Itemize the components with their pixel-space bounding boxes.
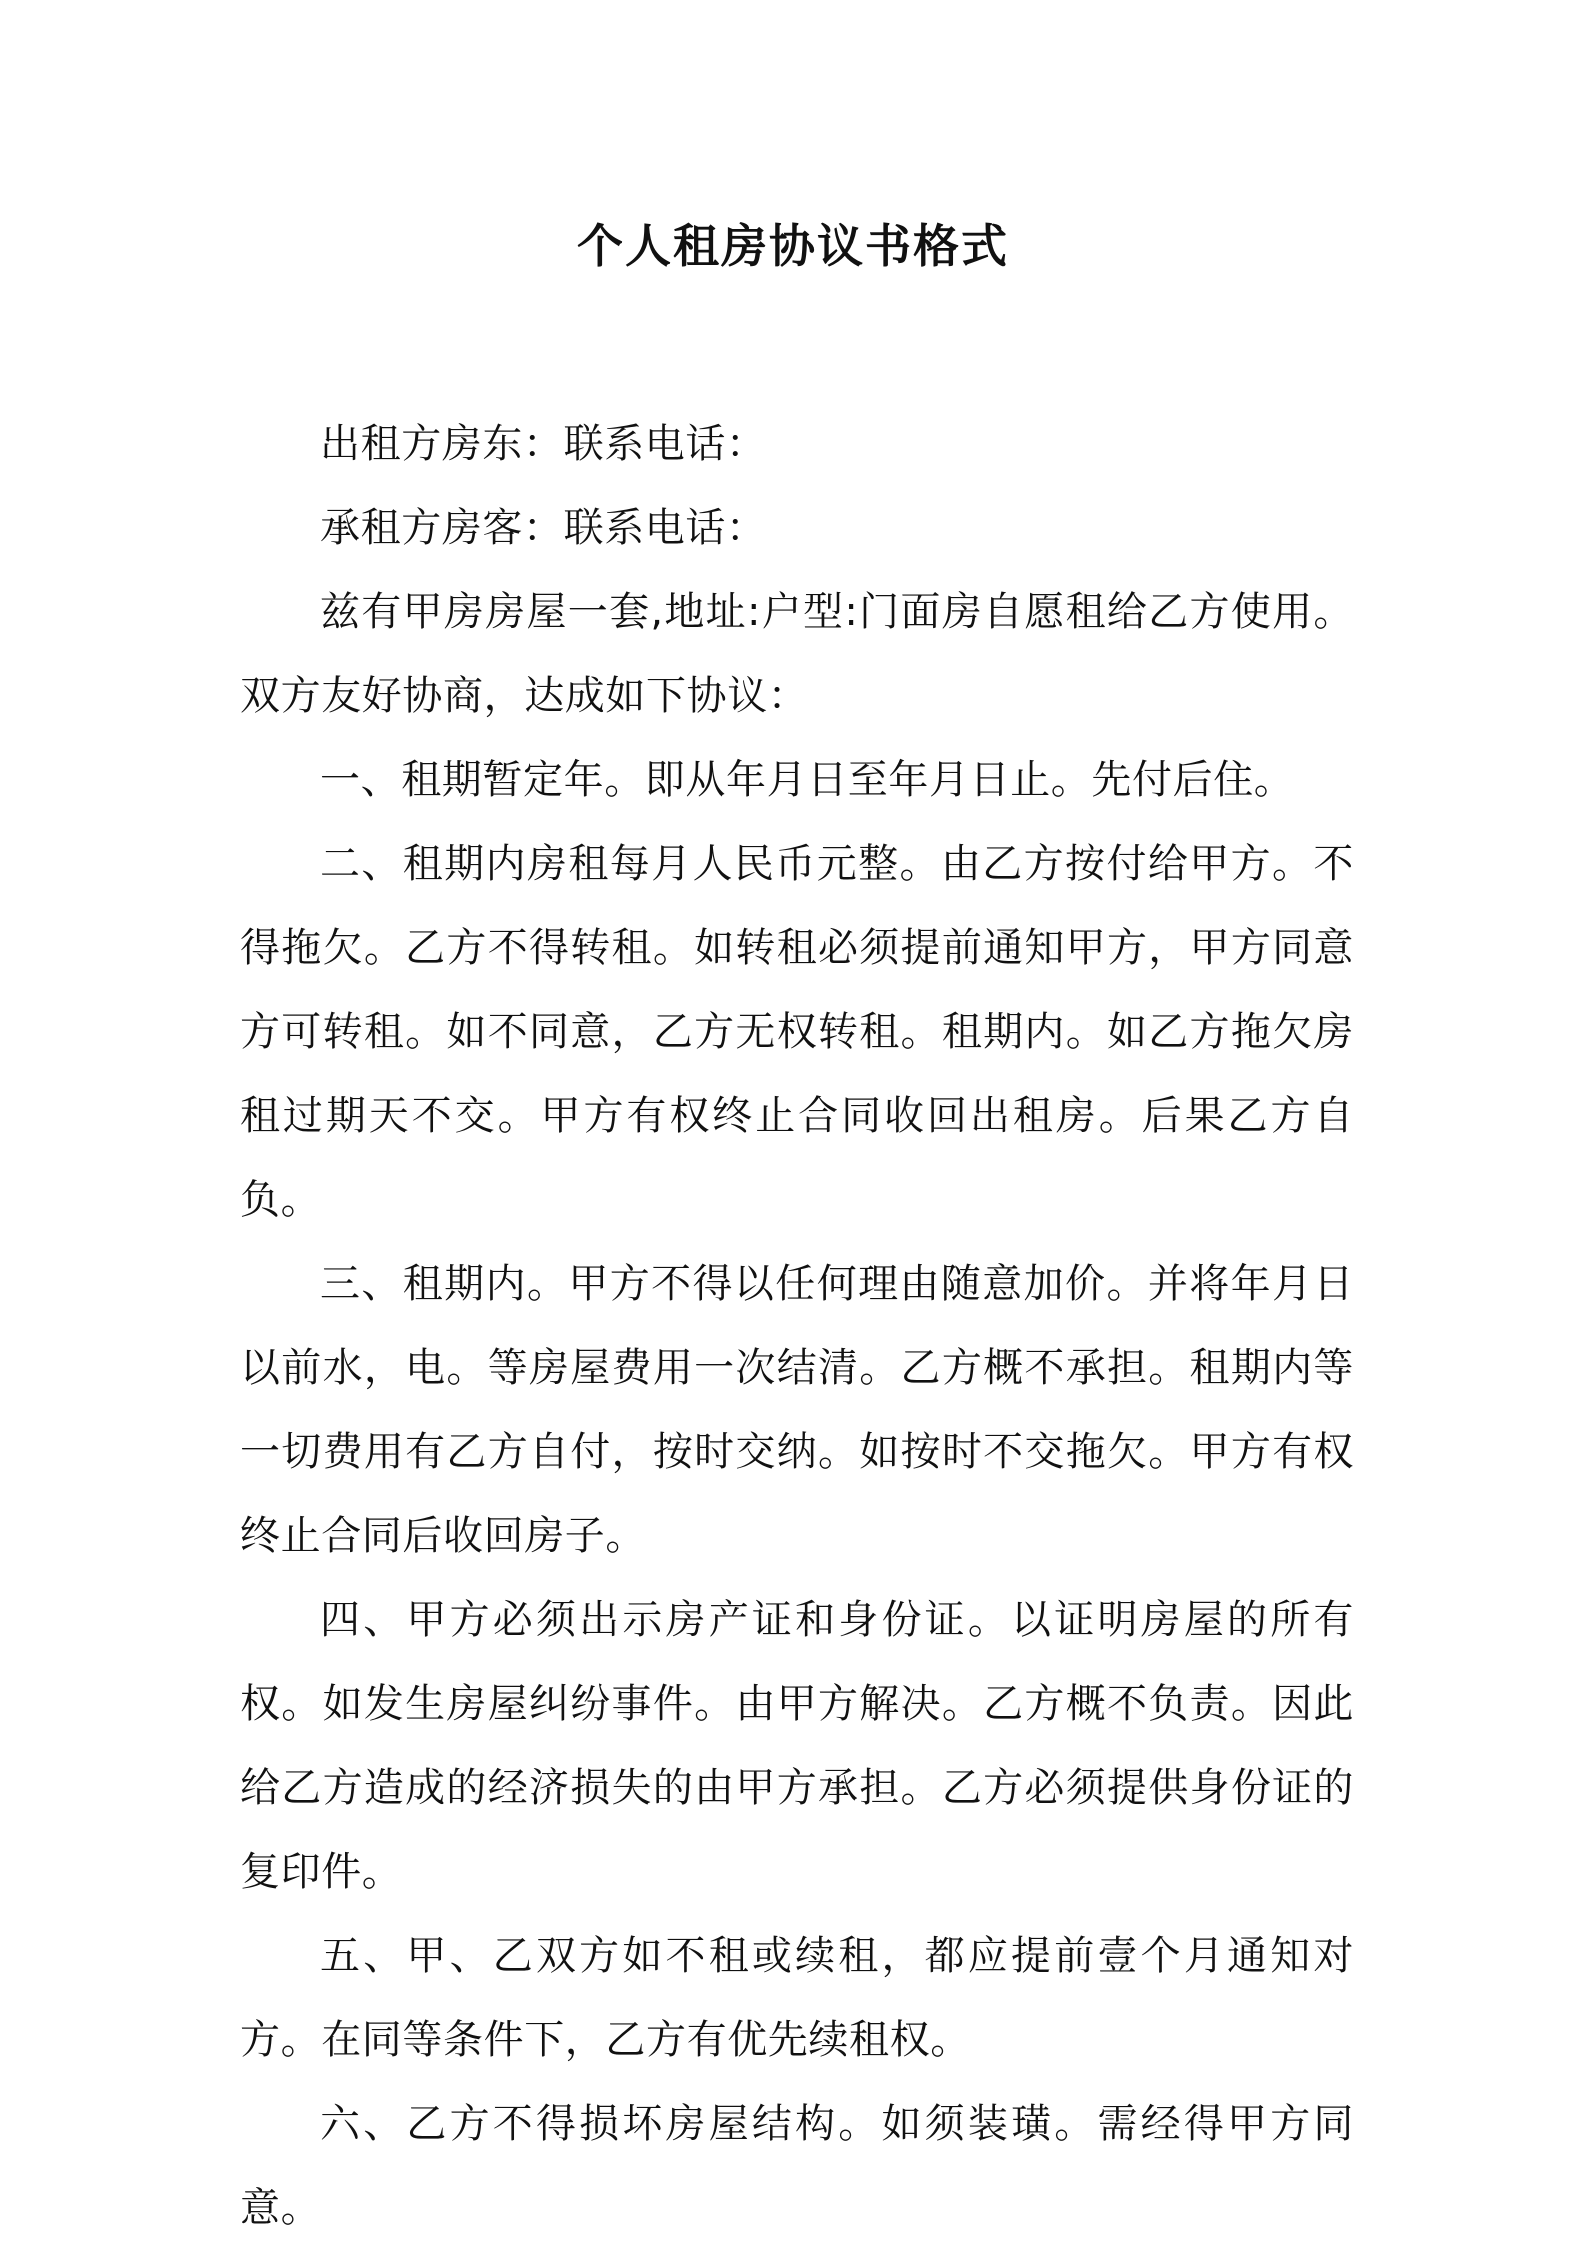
document-body bbox=[240, 402, 1354, 2250]
landlord-line: 出租方房东：联系电话： bbox=[320, 421, 767, 467]
tenant-line: 承租方房客：联系电话： bbox=[320, 505, 767, 551]
clause-2: 二、租期内房租每月人民币元整。由乙方按付给甲方。不得拖欠。乙方不得转租。如转租必须提前通知甲方，甲方同意方可转租。如不同意，乙方无权转租。租期内。如乙方拖欠房租过期天不交。甲方有权终止合同收回出租房。后果乙方自负。 bbox=[240, 841, 1354, 1223]
clause-4: 四、甲方必须出示房产证和身份证。以证明房屋的所有权。如发生房屋纠纷事件。由甲方解决。乙方概不负责。因此给乙方造成的经济损失的由甲方承担。乙方必须提供身份证的复印件。 bbox=[240, 1597, 1354, 1895]
document-title: 个人租房协议书格式 bbox=[577, 219, 1009, 273]
clause-3: 三、租期内。甲方不得以任何理由随意加价。并将年月日以前水，电。等房屋费用一次结清。乙方概不承担。租期内等一切费用有乙方自付，按时交纳。如按时不交拖欠。甲方有权终止合同后收回房子。 bbox=[240, 1261, 1354, 1559]
clause-6: 六、乙方不得损坏房屋结构。如须装璜。需经得甲方同意。 bbox=[240, 2101, 1354, 2231]
preamble-paragraph: 兹有甲房房屋一套,地址:户型:门面房自愿租给乙方使用。双方友好协商，达成如下协议： bbox=[240, 589, 1354, 719]
clause-1: 一、租期暂定年。即从年月日至年月日止。先付后住。 bbox=[320, 757, 1295, 803]
clause-5: 五、甲、乙双方如不租或续租，都应提前壹个月通知对方。在同等条件下，乙方有优先续租权。 bbox=[240, 1933, 1354, 2063]
